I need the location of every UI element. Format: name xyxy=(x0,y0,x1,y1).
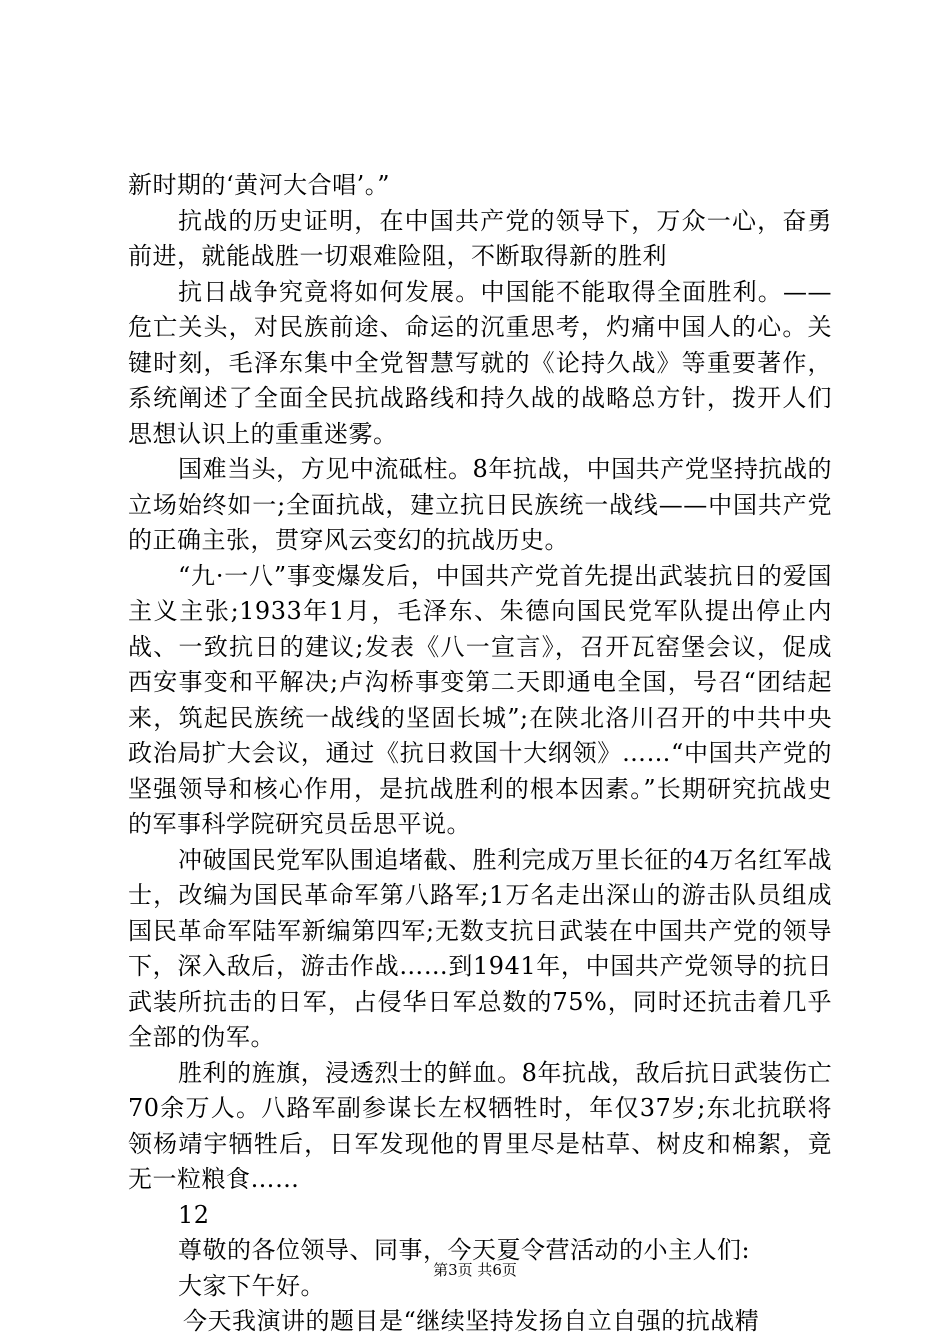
paragraph-mainstay: 国难当头，方见中流砥柱。8年抗战，中国共产党坚持抗战的立场始终如一;全面抗战，建立抗日民族统一战线——中国共产党的正确主张，贯穿风云变幻的抗战历史。 xyxy=(128,455,832,554)
paragraph-eighth-route-army: 冲破国民党军队围追堵截、胜利完成万里长征的4万名红军战士，改编为国民革命军第八路军;1万名走出深山的游击队员组成国民革命军陆军新编第四军;无数支抗日武装在中国共产党的领导下，深入敌后，游击作战……到1941年，中国共产党领导的抗日武装所抗击的日军，占侵华日军总数的75%，同时还抗击着几乎全部的伪军。 xyxy=(128,845,832,1051)
paragraph-continuation: 新时期的‘黄河大合唱’。” xyxy=(128,171,391,199)
paragraph-protracted-war: 抗日战争究竟将如何发展。中国能不能取得全面胜利。——危亡关头，对民族前途、命运的沉重思考，灼痛中国人的心。关键时刻，毛泽东集中全党智慧写就的《论持久战》等重要著作，系统阐述了全面全民抗战路线和持久战的战略总方针，拨开人们思想认识上的重重迷雾。 xyxy=(128,277,832,448)
greeting-line: 尊敬的各位领导、同事，今天夏令营活动的小主人们: xyxy=(178,1236,751,1264)
speech-title-line: 今天我演讲的题目是“继续坚持发扬自立自强的抗战精 xyxy=(183,1307,760,1335)
document-body xyxy=(128,168,832,1340)
paragraph-history-proof: 抗战的历史证明，在中国共产党的领导下，万众一心，奋勇前进，就能战胜一切艰难险阻，不断取得新的胜利 xyxy=(128,206,832,270)
section-number: 12 xyxy=(178,1200,210,1229)
paragraph-martyrs: 胜利的旌旗，浸透烈士的鲜血。8年抗战，敌后抗日武装伤亡70余万人。八路军副参谋长左权牺牲时，年仅37岁;东北抗联将领杨靖宇牺牲后，日军发现他的胃里尽是枯草、树皮和棉絮，竟无一粒粮食…… xyxy=(128,1058,832,1193)
page-number-footer: 第3页 共6页 xyxy=(433,1261,517,1279)
paragraph-september-eighteen: “九·一八”事变爆发后，中国共产党首先提出武装抗日的爱国主义主张;1933年1月，毛泽东、朱德向国民党军队提出停止内战、一致抗日的建议;发表《八一宣言》，召开瓦窑堡会议，促成西安事变和平解决;卢沟桥事变第二天即通电全国，号召“团结起来，筑起民族统一战线的坚固长城”;在陕北洛川召开的中共中央政治局扩大会议，通过《抗日救国十大纲领》……“中国共产党的坚强领导和核心作用，是抗战胜利的根本因素。”长期研究抗战史的军事科学院研究员岳思平说。 xyxy=(128,561,832,838)
salutation-line: 大家下午好。 xyxy=(178,1271,325,1300)
